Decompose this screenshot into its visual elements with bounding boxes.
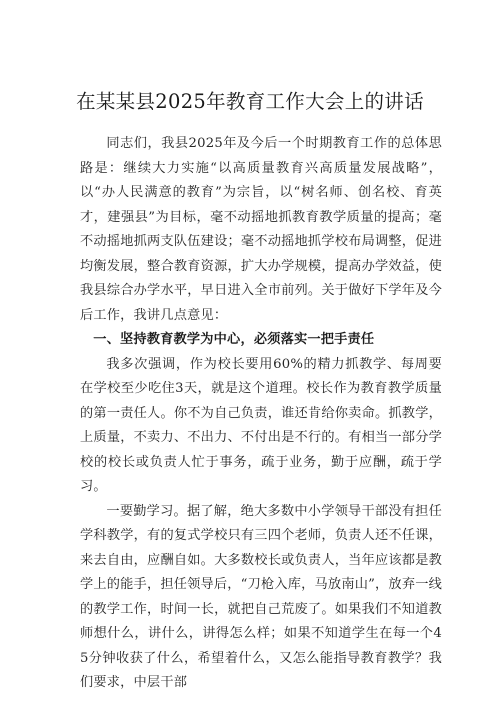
section-heading: 一、坚持教育教学为中心，必须落实一把手责任 <box>93 332 375 347</box>
intro-paragraph: 同志们，我县2025年及今后一个时期教育工作的总体思路是：继续大力实施“以高质量教育兴高质量发展战略”，以“办人民满意的教育”为宗旨，以“树名师、创名校、育英才，建强县”为目标，毫不动摇地抓教育教学质量的提高；毫不动摇地抓两支队伍建设；毫不动摇地抓学校布局调整，促进均衡发展，整合教育资源，扩大办学规模，提高办学效益，使我县综合办学水平，早日进入全市前列。关于做好下学年及今后工作，我讲几点意见： <box>80 136 442 323</box>
document-title: 在某某县2025年教育工作大会上的讲话 <box>76 90 424 113</box>
body-paragraph: 一要勤学习。据了解，绝大多数中小学领导干部没有担任学科教学，有的复式学校只有三四个老师，负责人还不任课，来去自由，应酬自如。大多数校长或负责人，当年应该都是教学上的能手，担任领导后，“刀枪入库，马放南山”，放弃一线的教学工作，时间一长，就把自己荒废了。如果我们不知道教师想什么，讲什么，讲得怎么样；如果不知道学生在每一个45分钟收获了什么，希望着什么，又怎么能指导教育教学？我们要求，中层干部 <box>80 503 442 690</box>
document-body <box>80 132 442 696</box>
body-paragraph: 我多次强调，作为校长要用60%的精力抓教学、每周要在学校至少吃住3天，就是这个道理。校长作为教育教学质量的第一责任人。你不为自己负责，谁还肯给你卖命。抓教学，上质量，不卖力、不出力、不付出是不行的。有相当一部分学校的校长或负责人忙于事务，疏于业务，勤于应酬，疏于学习。 <box>80 356 442 494</box>
